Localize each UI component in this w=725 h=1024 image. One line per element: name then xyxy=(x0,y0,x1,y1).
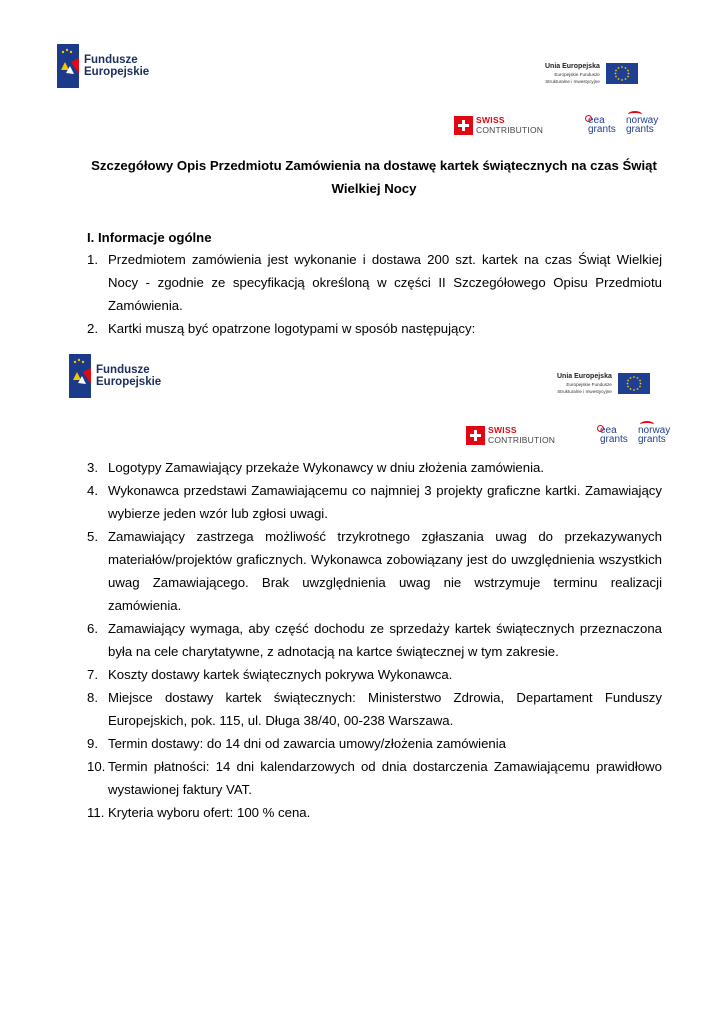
norway-logo-line1: norway xyxy=(626,115,659,126)
document-title-line1: Szczegółowy Opis Przedmiotu Zamówienia na dostawę kartek świątecznych na czas Świąt xyxy=(91,158,657,173)
list-item-text: Termin płatności: 14 dni kalendarzowych od dnia dostarczenia Zamawiającemu prawidłowo wystawionej faktury VAT. xyxy=(108,759,662,797)
swiss-logo-line1: SWISS xyxy=(476,115,505,125)
fe-logo-icon xyxy=(69,354,91,398)
fe-logo-line1: Fundusze xyxy=(84,54,138,66)
document-title-line2: Wielkiej Nocy xyxy=(331,181,417,196)
list-item-number: 11. xyxy=(87,805,105,820)
norway-logo-line1: norway xyxy=(638,425,671,436)
fe-logo-icon xyxy=(57,44,79,88)
fundusze-europejskie-logo-example xyxy=(69,354,161,398)
fe-logo-line2: Europejskie xyxy=(96,376,162,388)
swiss-contribution-logo xyxy=(454,115,543,135)
list-item-text: Logotypy Zamawiający przekaże Wykonawcy w dniu złożenia zamówienia. xyxy=(108,460,544,475)
eea-logo-line1: eea xyxy=(588,115,605,126)
list-item xyxy=(87,686,662,732)
list-item-number: 8. xyxy=(87,690,98,705)
list-item xyxy=(87,663,662,686)
fundusze-europejskie-logo xyxy=(57,44,149,88)
list-item xyxy=(87,525,662,617)
list-item-text: Miejsce dostawy kartek świątecznych: Ministerstwo Zdrowia, Departament Funduszy Europejskich, pok. 115, ul. Długa 38/40, 00-238 Warszawa. xyxy=(108,690,662,728)
list-item-text: Wykonawca przedstawi Zamawiającemu co najmniej 3 projekty graficzne kartki. Zamawiający wybierze jeden wzór lub zgłosi uwagi. xyxy=(108,483,662,521)
eu-logo-sub1: Europejskie Fundusze xyxy=(554,72,600,77)
eu-logo-sub2: Strukturalne i Inwestycyjne xyxy=(557,389,612,394)
list-item-number: 9. xyxy=(87,736,98,751)
numbered-list-part1 xyxy=(87,248,662,340)
swiss-cross-icon xyxy=(454,116,473,135)
eu-logo-example xyxy=(557,372,650,395)
list-item-text: Kryteria wyboru ofert: 100 % cena. xyxy=(108,805,311,820)
list-item-number: 5. xyxy=(87,529,98,544)
norway-grants-logo xyxy=(638,422,670,444)
list-item-text: Zamawiający wymaga, aby część dochodu ze sprzedaży kartek świątecznych przeznaczona była na cele charytatywne, z adnotacją na kartce świątecznej w tym zakresie. xyxy=(108,621,662,659)
eu-logo-sub1: Europejskie Fundusze xyxy=(566,382,612,387)
eea-logo-line2: grants xyxy=(600,434,628,445)
eea-norway-grants-logo-example xyxy=(600,422,670,444)
list-item xyxy=(87,732,662,755)
list-item xyxy=(87,617,662,663)
norway-logo-line2: grants xyxy=(638,434,666,445)
list-item-number: 10. xyxy=(87,759,106,774)
list-item-text: Kartki muszą być opatrzone logotypami w sposób następujący: xyxy=(108,321,476,336)
list-item-number: 6. xyxy=(87,621,98,636)
swiss-contribution-logo-example xyxy=(466,425,555,445)
swiss-logo-line2: CONTRIBUTION xyxy=(488,435,556,445)
norway-logo-line2: grants xyxy=(626,124,654,135)
list-item xyxy=(87,801,662,824)
fe-logo-line2: Europejskie xyxy=(84,66,150,78)
fe-logo-line1: Fundusze xyxy=(96,364,150,376)
list-item-number: 1. xyxy=(87,252,98,267)
list-item-number: 2. xyxy=(87,321,98,336)
swiss-logo-line1: SWISS xyxy=(488,425,517,435)
list-item-text: Termin dostawy: do 14 dni od zawarcia umowy/złożenia zamówienia xyxy=(108,736,507,751)
list-item xyxy=(87,479,662,525)
list-item-number: 3. xyxy=(87,460,98,475)
list-item xyxy=(87,456,662,479)
swiss-cross-icon xyxy=(466,426,485,445)
list-item-text: Zamawiający zastrzega możliwość trzykrotnego zgłaszania uwag do przekazywanych materiałów/projektów graficznych. Wykonawca zobowiązany jest do uwzględnienia wszystkich uwag Zamawiającego. Brak uwzględnienia uwag nie wstrzymuje terminu realizacji zamówienia. xyxy=(108,529,662,613)
list-item-text: Przedmiotem zamówienia jest wykonanie i dostawa 200 szt. kartek na czas Świąt Wielkiej Nocy - zgodnie ze specyfikacją określoną w części II Szczegółowego Opisu Przedmiotu Zamówienia. xyxy=(108,252,662,313)
eu-logo xyxy=(545,62,638,85)
list-item xyxy=(87,755,662,801)
list-item xyxy=(87,317,662,340)
eu-logo-sub2: Strukturalne i Inwestycyjne xyxy=(545,79,600,84)
list-item xyxy=(87,248,662,317)
list-item-text: Koszty dostawy kartek świątecznych pokrywa Wykonawca. xyxy=(108,667,453,682)
eu-logo-title: Unia Europejska xyxy=(557,373,612,380)
list-item-number: 4. xyxy=(87,483,98,498)
eea-logo-line1: eea xyxy=(600,425,617,436)
eu-flag-icon xyxy=(606,63,638,84)
eea-logo-line2: grants xyxy=(588,124,616,135)
document-title xyxy=(86,154,662,200)
eu-flag-icon xyxy=(618,373,650,394)
eea-grants-logo xyxy=(588,112,620,134)
section-heading: I. Informacje ogólne xyxy=(87,230,212,245)
eea-norway-grants-logo xyxy=(588,112,658,134)
swiss-logo-line2: CONTRIBUTION xyxy=(476,125,544,135)
norway-grants-logo xyxy=(626,112,658,134)
eu-logo-title: Unia Europejska xyxy=(545,63,600,70)
list-item-number: 7. xyxy=(87,667,98,682)
eea-grants-logo xyxy=(600,422,632,444)
numbered-list-part2 xyxy=(87,456,662,824)
